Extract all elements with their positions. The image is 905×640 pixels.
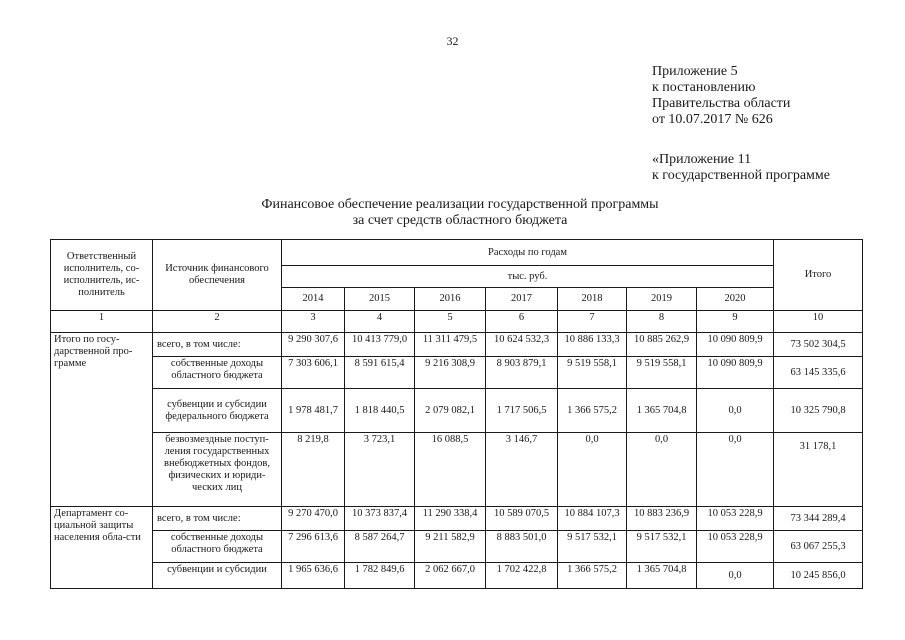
value-cell: 9 519 558,1 [558, 357, 627, 389]
total-cell: 10 325 790,8 [774, 389, 863, 433]
value-cell: 2 062 667,0 [415, 563, 486, 589]
value-cell: 1 978 481,7 [282, 389, 345, 433]
value-cell: 9 270 470,0 [282, 507, 345, 531]
source-cell: собственные доходы областного бюджета [153, 531, 282, 563]
value-cell: 8 903 879,1 [486, 357, 558, 389]
table-row [51, 531, 863, 563]
column-number: 2 [153, 311, 282, 333]
value-cell: 0,0 [558, 433, 627, 507]
value-cell: 10 413 779,0 [345, 333, 415, 357]
value-cell: 10 373 837,4 [345, 507, 415, 531]
value-cell: 0,0 [627, 433, 697, 507]
value-cell: 10 053 228,9 [697, 507, 774, 531]
annex-line: Приложение 5 [652, 64, 738, 79]
column-number: 9 [697, 311, 774, 333]
source-cell: субвенции и субсидии [153, 563, 282, 589]
total-cell: 63 145 335,6 [774, 357, 863, 389]
table-row [51, 507, 863, 531]
value-cell: 9 216 308,9 [415, 357, 486, 389]
value-cell: 8 219,8 [282, 433, 345, 507]
value-cell: 3 723,1 [345, 433, 415, 507]
value-cell: 10 884 107,3 [558, 507, 627, 531]
value-cell: 16 088,5 [415, 433, 486, 507]
total-cell: 73 502 304,5 [774, 333, 863, 357]
document-title [200, 197, 720, 229]
source-cell: собственные доходы областного бюджета [153, 357, 282, 389]
value-cell: 1 702 422,8 [486, 563, 558, 589]
executor-cell: Итого по госу-дарственной про-грамме [51, 333, 153, 507]
column-number: 10 [774, 311, 863, 333]
header-executor: Ответственный исполнитель, со-исполнитель, ис-полнитель [51, 240, 153, 311]
value-cell: 9 290 307,6 [282, 333, 345, 357]
column-number: 5 [415, 311, 486, 333]
header-year: 2016 [415, 288, 486, 311]
value-cell: 8 883 501,0 [486, 531, 558, 563]
page-number: 32 [446, 34, 459, 48]
annex-line: к государственной программе [652, 168, 830, 183]
title-line: за счет средств областного бюджета [352, 213, 568, 228]
column-number: 7 [558, 311, 627, 333]
value-cell: 3 146,7 [486, 433, 558, 507]
total-cell: 73 344 289,4 [774, 507, 863, 531]
value-cell: 10 589 070,5 [486, 507, 558, 531]
value-cell: 1 965 636,6 [282, 563, 345, 589]
value-cell: 8 591 615,4 [345, 357, 415, 389]
column-number: 3 [282, 311, 345, 333]
table-row [51, 333, 863, 357]
table-row [51, 433, 863, 507]
value-cell: 1 365 704,8 [627, 563, 697, 589]
annex-line: «Приложение 11 [652, 152, 752, 167]
value-cell: 9 517 532,1 [558, 531, 627, 563]
value-cell: 10 883 236,9 [627, 507, 697, 531]
value-cell: 2 079 082,1 [415, 389, 486, 433]
table-row [51, 389, 863, 433]
annex-header-2 [652, 152, 830, 184]
value-cell: 10 090 809,9 [697, 333, 774, 357]
header-expenses: Расходы по годам [282, 240, 774, 266]
value-cell: 10 053 228,9 [697, 531, 774, 563]
value-cell: 8 587 264,7 [345, 531, 415, 563]
executor-cell: Департамент со-циальной защиты населения обла-сти [51, 507, 153, 589]
value-cell: 0,0 [697, 433, 774, 507]
total-cell: 63 067 255,3 [774, 531, 863, 563]
source-cell: безвозмездные поступ-ления государственных внебюджетных фондов, физических и юриди-ческих лиц [153, 433, 282, 507]
value-cell: 1 782 849,6 [345, 563, 415, 589]
source-cell: всего, в том числе: [153, 507, 282, 531]
column-number: 8 [627, 311, 697, 333]
value-cell: 10 090 809,9 [697, 357, 774, 389]
value-cell: 1 818 440,5 [345, 389, 415, 433]
annex-line: от 10.07.2017 № 626 [652, 112, 773, 127]
header-unit: тыс. руб. [282, 266, 774, 288]
value-cell: 9 211 582,9 [415, 531, 486, 563]
column-number: 6 [486, 311, 558, 333]
value-cell: 9 519 558,1 [627, 357, 697, 389]
value-cell: 1 366 575,2 [558, 563, 627, 589]
source-cell: всего, в том числе: [153, 333, 282, 357]
annex-header [652, 64, 790, 128]
value-cell: 11 311 479,5 [415, 333, 486, 357]
value-cell: 10 885 262,9 [627, 333, 697, 357]
header-total: Итого [774, 240, 863, 311]
header-year: 2019 [627, 288, 697, 311]
value-cell: 10 886 133,3 [558, 333, 627, 357]
value-cell: 9 517 532,1 [627, 531, 697, 563]
value-cell: 7 296 613,6 [282, 531, 345, 563]
header-year: 2015 [345, 288, 415, 311]
value-cell: 1 366 575,2 [558, 389, 627, 433]
header-source: Источник финансового обеспечения [153, 240, 282, 311]
value-cell: 11 290 338,4 [415, 507, 486, 531]
value-cell: 1 717 506,5 [486, 389, 558, 433]
header-year: 2014 [282, 288, 345, 311]
value-cell: 10 624 532,3 [486, 333, 558, 357]
column-number: 4 [345, 311, 415, 333]
budget-table [50, 239, 863, 589]
header-year: 2017 [486, 288, 558, 311]
header-year: 2020 [697, 288, 774, 311]
annex-line: Правительства области [652, 96, 791, 111]
total-cell: 10 245 856,0 [774, 563, 863, 589]
table-row [51, 357, 863, 389]
value-cell: 7 303 606,1 [282, 357, 345, 389]
title-line: Финансовое обеспечение реализации государственной программы [261, 197, 659, 212]
value-cell: 0,0 [697, 389, 774, 433]
total-cell: 31 178,1 [774, 433, 863, 507]
table-row [51, 563, 863, 589]
column-number: 1 [51, 311, 153, 333]
source-cell: субвенции и субсидии федерального бюджета [153, 389, 282, 433]
value-cell: 1 365 704,8 [627, 389, 697, 433]
header-year: 2018 [558, 288, 627, 311]
annex-line: к постановлению [652, 80, 756, 95]
value-cell: 0,0 [697, 563, 774, 589]
